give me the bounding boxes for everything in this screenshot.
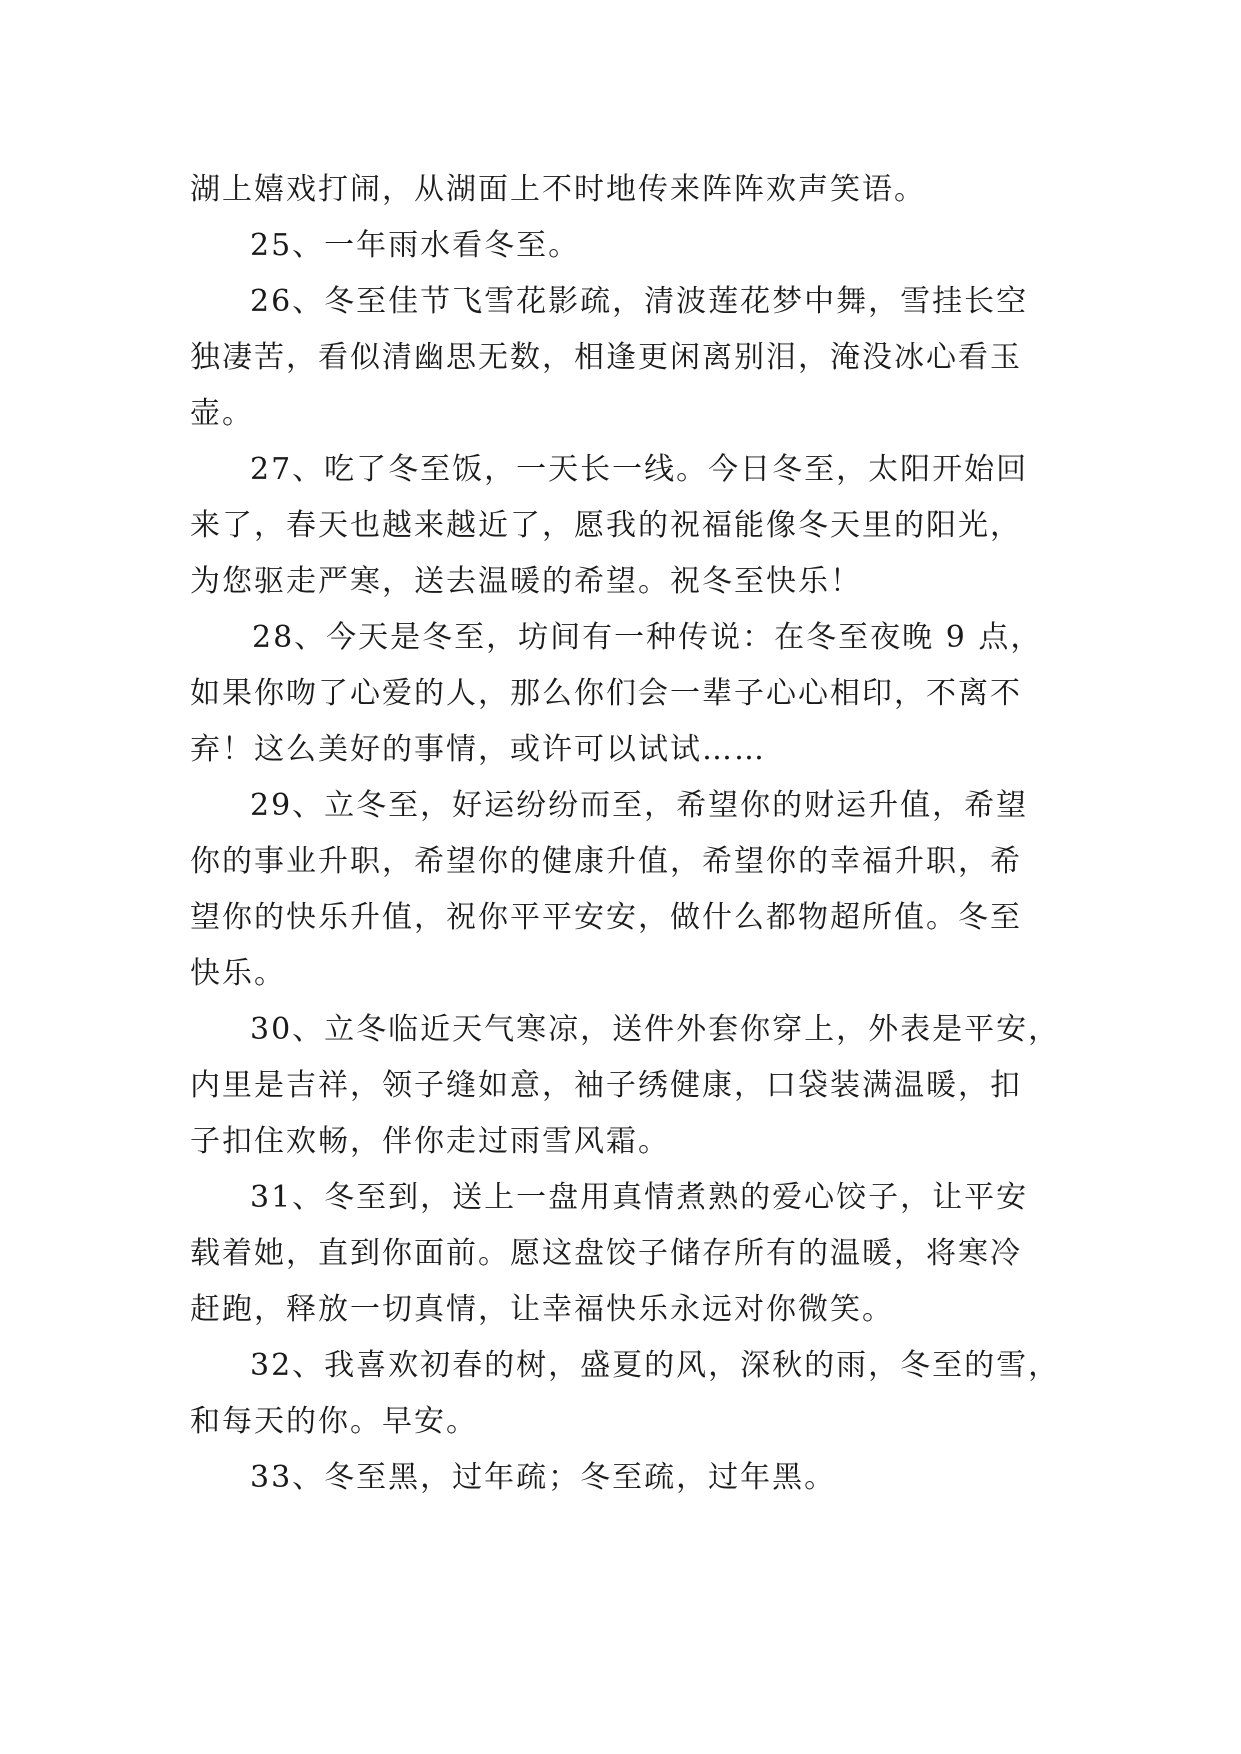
text-line: 望你的快乐升值，祝你平平安安，做什么都物超所值。冬至: [190, 900, 1022, 935]
text-line: 壶。: [190, 396, 254, 431]
text-line: 快乐。: [190, 956, 286, 991]
paragraph-32: [190, 1338, 1070, 1450]
paragraph-25: [190, 218, 1070, 274]
text-line: 33、冬至黑，过年疏；冬至疏，过年黑。: [250, 1460, 837, 1495]
paragraph-27: [190, 442, 1070, 610]
text-line: 载着她，直到你面前。愿这盘饺子储存所有的温暖，将寒冷: [190, 1236, 1022, 1271]
text-line: 独凄苦，看似清幽思无数，相逢更闲离别泪，淹没冰心看玉: [190, 340, 1022, 375]
paragraph-30: [190, 1002, 1070, 1170]
text-line: 29、立冬至，好运纷纷而至，希望你的财运升值，希望: [250, 788, 1029, 823]
paragraph-continuation: [190, 162, 1070, 218]
text-line: 如果你吻了心爱的人，那么你们会一辈子心心相印，不离不: [190, 676, 1022, 711]
text-line: 28、今天是冬至，坊间有一种传说：在冬至夜晚 9 点，: [252, 620, 1043, 655]
text-line: 赶跑，释放一切真情，让幸福快乐永远对你微笑。: [190, 1292, 894, 1327]
text-line: 你的事业升职，希望你的健康升值，希望你的幸福升职，希: [190, 844, 1022, 879]
text-line: 湖上嬉戏打闹，从湖面上不时地传来阵阵欢声笑语。: [190, 172, 926, 207]
paragraph-31: [190, 1170, 1070, 1338]
text-line: 内里是吉祥，领子缝如意，袖子绣健康，口袋装满温暖，扣: [190, 1068, 1022, 1103]
text-line: 为您驱走严寒，送去温暖的希望。祝冬至快乐！: [190, 564, 862, 599]
document-body: [190, 162, 1070, 1506]
paragraph-29: [190, 778, 1070, 1002]
paragraph-28: [190, 610, 1070, 778]
text-line: 26、冬至佳节飞雪花影疏，清波莲花梦中舞，雪挂长空: [250, 284, 1029, 319]
text-line: 子扣住欢畅，伴你走过雨雪风霜。: [190, 1124, 670, 1159]
text-line: 弃！这么美好的事情，或许可以试试……: [190, 732, 766, 767]
text-line: 27、吃了冬至饭，一天长一线。今日冬至，太阳开始回: [250, 452, 1029, 487]
text-line: 30、立冬临近天气寒凉，送件外套你穿上，外表是平安，: [250, 1012, 1061, 1047]
text-line: 25、一年雨水看冬至。: [250, 228, 581, 263]
text-line: 来了，春天也越来越近了，愿我的祝福能像冬天里的阳光，: [190, 508, 1022, 543]
text-line: 31、冬至到，送上一盘用真情煮熟的爱心饺子，让平安: [250, 1180, 1029, 1215]
text-line: 32、我喜欢初春的树，盛夏的风，深秋的雨，冬至的雪，: [250, 1348, 1061, 1383]
text-line: 和每天的你。早安。: [190, 1404, 478, 1439]
paragraph-26: [190, 274, 1070, 442]
paragraph-33: [190, 1450, 1070, 1506]
